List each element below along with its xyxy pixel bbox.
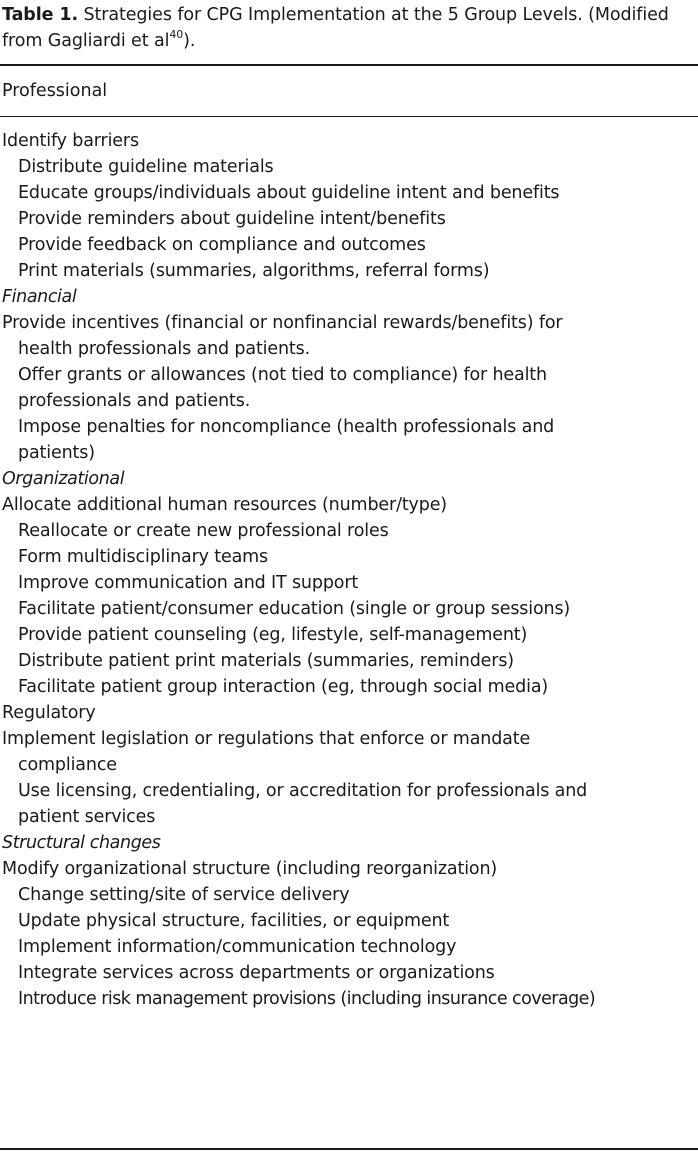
table-row-subitem: Change setting/site of service delivery [18, 885, 350, 905]
table-row-subitem: Use licensing, credentialing, or accreditation for professionals and [18, 781, 588, 801]
table-row-subitem: Educate groups/individuals about guideline intent and benefits [18, 183, 560, 203]
table-row-subitem: Distribute guideline materials [18, 157, 274, 177]
table-section-heading: Organizational [2, 469, 125, 489]
table-row-item: Identify barriers [2, 131, 139, 151]
citation-superscript: 40 [169, 28, 184, 42]
table-row-continuation: patient services [18, 807, 156, 827]
table-row-subitem: Improve communication and IT support [18, 573, 359, 593]
caption-text: Strategies for CPG Implementation at the 5 Group Levels. (Modified from Gagliardi et al [2, 5, 669, 51]
table-section-heading: Regulatory [2, 703, 96, 723]
table-caption [2, 2, 696, 54]
table-row-subitem: Facilitate patient group interaction (eg, through social media) [18, 677, 549, 697]
table-row-continuation: health professionals and patients. [18, 339, 311, 359]
table-row-continuation: patients) [18, 443, 95, 463]
table-row-subitem: Provide reminders about guideline intent/benefits [18, 209, 446, 229]
table-row-item: Allocate additional human resources (number/type) [2, 495, 447, 515]
table-row-item: Provide incentives (financial or nonfinancial rewards/benefits) for [2, 313, 563, 333]
table-body [0, 128, 698, 1012]
column-header: Professional [2, 81, 108, 101]
table-row-subitem: Provide feedback on compliance and outcomes [18, 235, 426, 255]
table-row-subitem: Integrate services across departments or organizations [18, 963, 495, 983]
table-row-subitem: Form multidisciplinary teams [18, 547, 269, 567]
table-row-subitem: Impose penalties for noncompliance (health professionals and [18, 417, 555, 437]
table-row-subitem: Reallocate or create new professional roles [18, 521, 389, 541]
table-row-subitem: Facilitate patient/consumer education (single or group sessions) [18, 599, 571, 619]
table-row-subitem: Implement information/communication technology [18, 937, 457, 957]
table-row-subitem: Provide patient counseling (eg, lifestyle, self-management) [18, 625, 528, 645]
header-rule [0, 116, 698, 117]
top-rule [0, 64, 698, 66]
table-label: Table 1. [2, 5, 79, 25]
table-row-subitem: Print materials (summaries, algorithms, referral forms) [18, 261, 490, 281]
caption-text-end: ). [183, 31, 196, 51]
bottom-rule [0, 1148, 698, 1150]
table-section-heading: Structural changes [2, 833, 161, 853]
table-row-subitem: Distribute patient print materials (summaries, reminders) [18, 651, 514, 671]
table-row-item: Modify organizational structure (including reorganization) [2, 859, 498, 879]
table-row-item: Implement legislation or regulations that enforce or mandate [2, 729, 531, 749]
table-section-heading: Financial [2, 287, 77, 307]
table-row-continuation: professionals and patients. [18, 391, 251, 411]
table-row-subitem: Update physical structure, facilities, or equipment [18, 911, 450, 931]
table-row-subitem: Introduce risk management provisions (including insurance coverage) [18, 989, 596, 1009]
table-row-subitem: Offer grants or allowances (not tied to compliance) for health [18, 365, 547, 385]
table-row-continuation: compliance [18, 755, 117, 775]
